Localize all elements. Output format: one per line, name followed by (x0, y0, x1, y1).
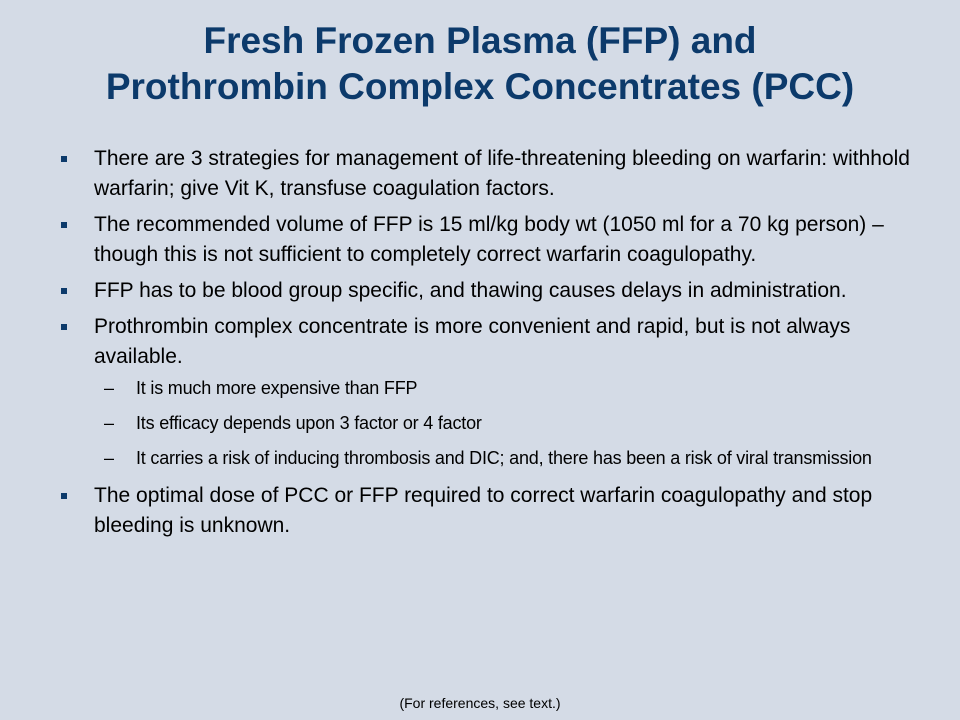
bullet-text: FFP has to be blood group specific, and thawing causes delays in administration. (94, 279, 847, 302)
sub-bullet-text: It is much more expensive than FFP (136, 378, 418, 398)
bullet-item (0, 210, 960, 270)
bullet-text: The recommended volume of FFP is 15 ml/kg body wt (1050 ml for a 70 kg person) – though this is not sufficient to completely correct warfarin coagulopathy. (94, 213, 884, 266)
slide-title-line-1: Fresh Frozen Plasma (FFP) and (203, 20, 757, 61)
bullet-item (0, 481, 960, 541)
square-bullet-icon (61, 288, 67, 294)
bullet-item (0, 144, 960, 204)
bullet-text: Prothrombin complex concentrate is more convenient and rapid, but is not always available. (94, 315, 851, 368)
sub-bullet-item (94, 376, 920, 400)
sub-bullet-list (94, 376, 920, 470)
sub-bullet-item (94, 411, 920, 435)
bullet-item (0, 276, 960, 306)
sub-bullet-text: It carries a risk of inducing thrombosis and DIC; and, there has been a risk of viral transmission (136, 448, 872, 468)
square-bullet-icon (61, 324, 67, 330)
bullet-item (0, 312, 960, 470)
bullet-list (0, 144, 960, 547)
sub-bullet-item (94, 446, 920, 470)
bullet-text: The optimal dose of PCC or FFP required to correct warfarin coagulopathy and stop bleeding is unknown. (94, 484, 873, 537)
references-note: (For references, see text.) (399, 695, 561, 711)
slide-title (0, 18, 960, 110)
square-bullet-icon (61, 156, 67, 162)
dash-icon: – (104, 378, 114, 398)
sub-bullet-text: Its efficacy depends upon 3 factor or 4 factor (136, 413, 482, 433)
slide-title-line-2: Prothrombin Complex Concentrates (PCC) (105, 66, 855, 107)
square-bullet-icon (61, 222, 67, 228)
dash-icon: – (104, 448, 114, 468)
bullet-text: There are 3 strategies for management of life-threatening bleeding on warfarin: withhold warfarin; give Vit K, transfuse coagulation factors. (94, 147, 910, 200)
square-bullet-icon (61, 493, 67, 499)
dash-icon: – (104, 413, 114, 433)
